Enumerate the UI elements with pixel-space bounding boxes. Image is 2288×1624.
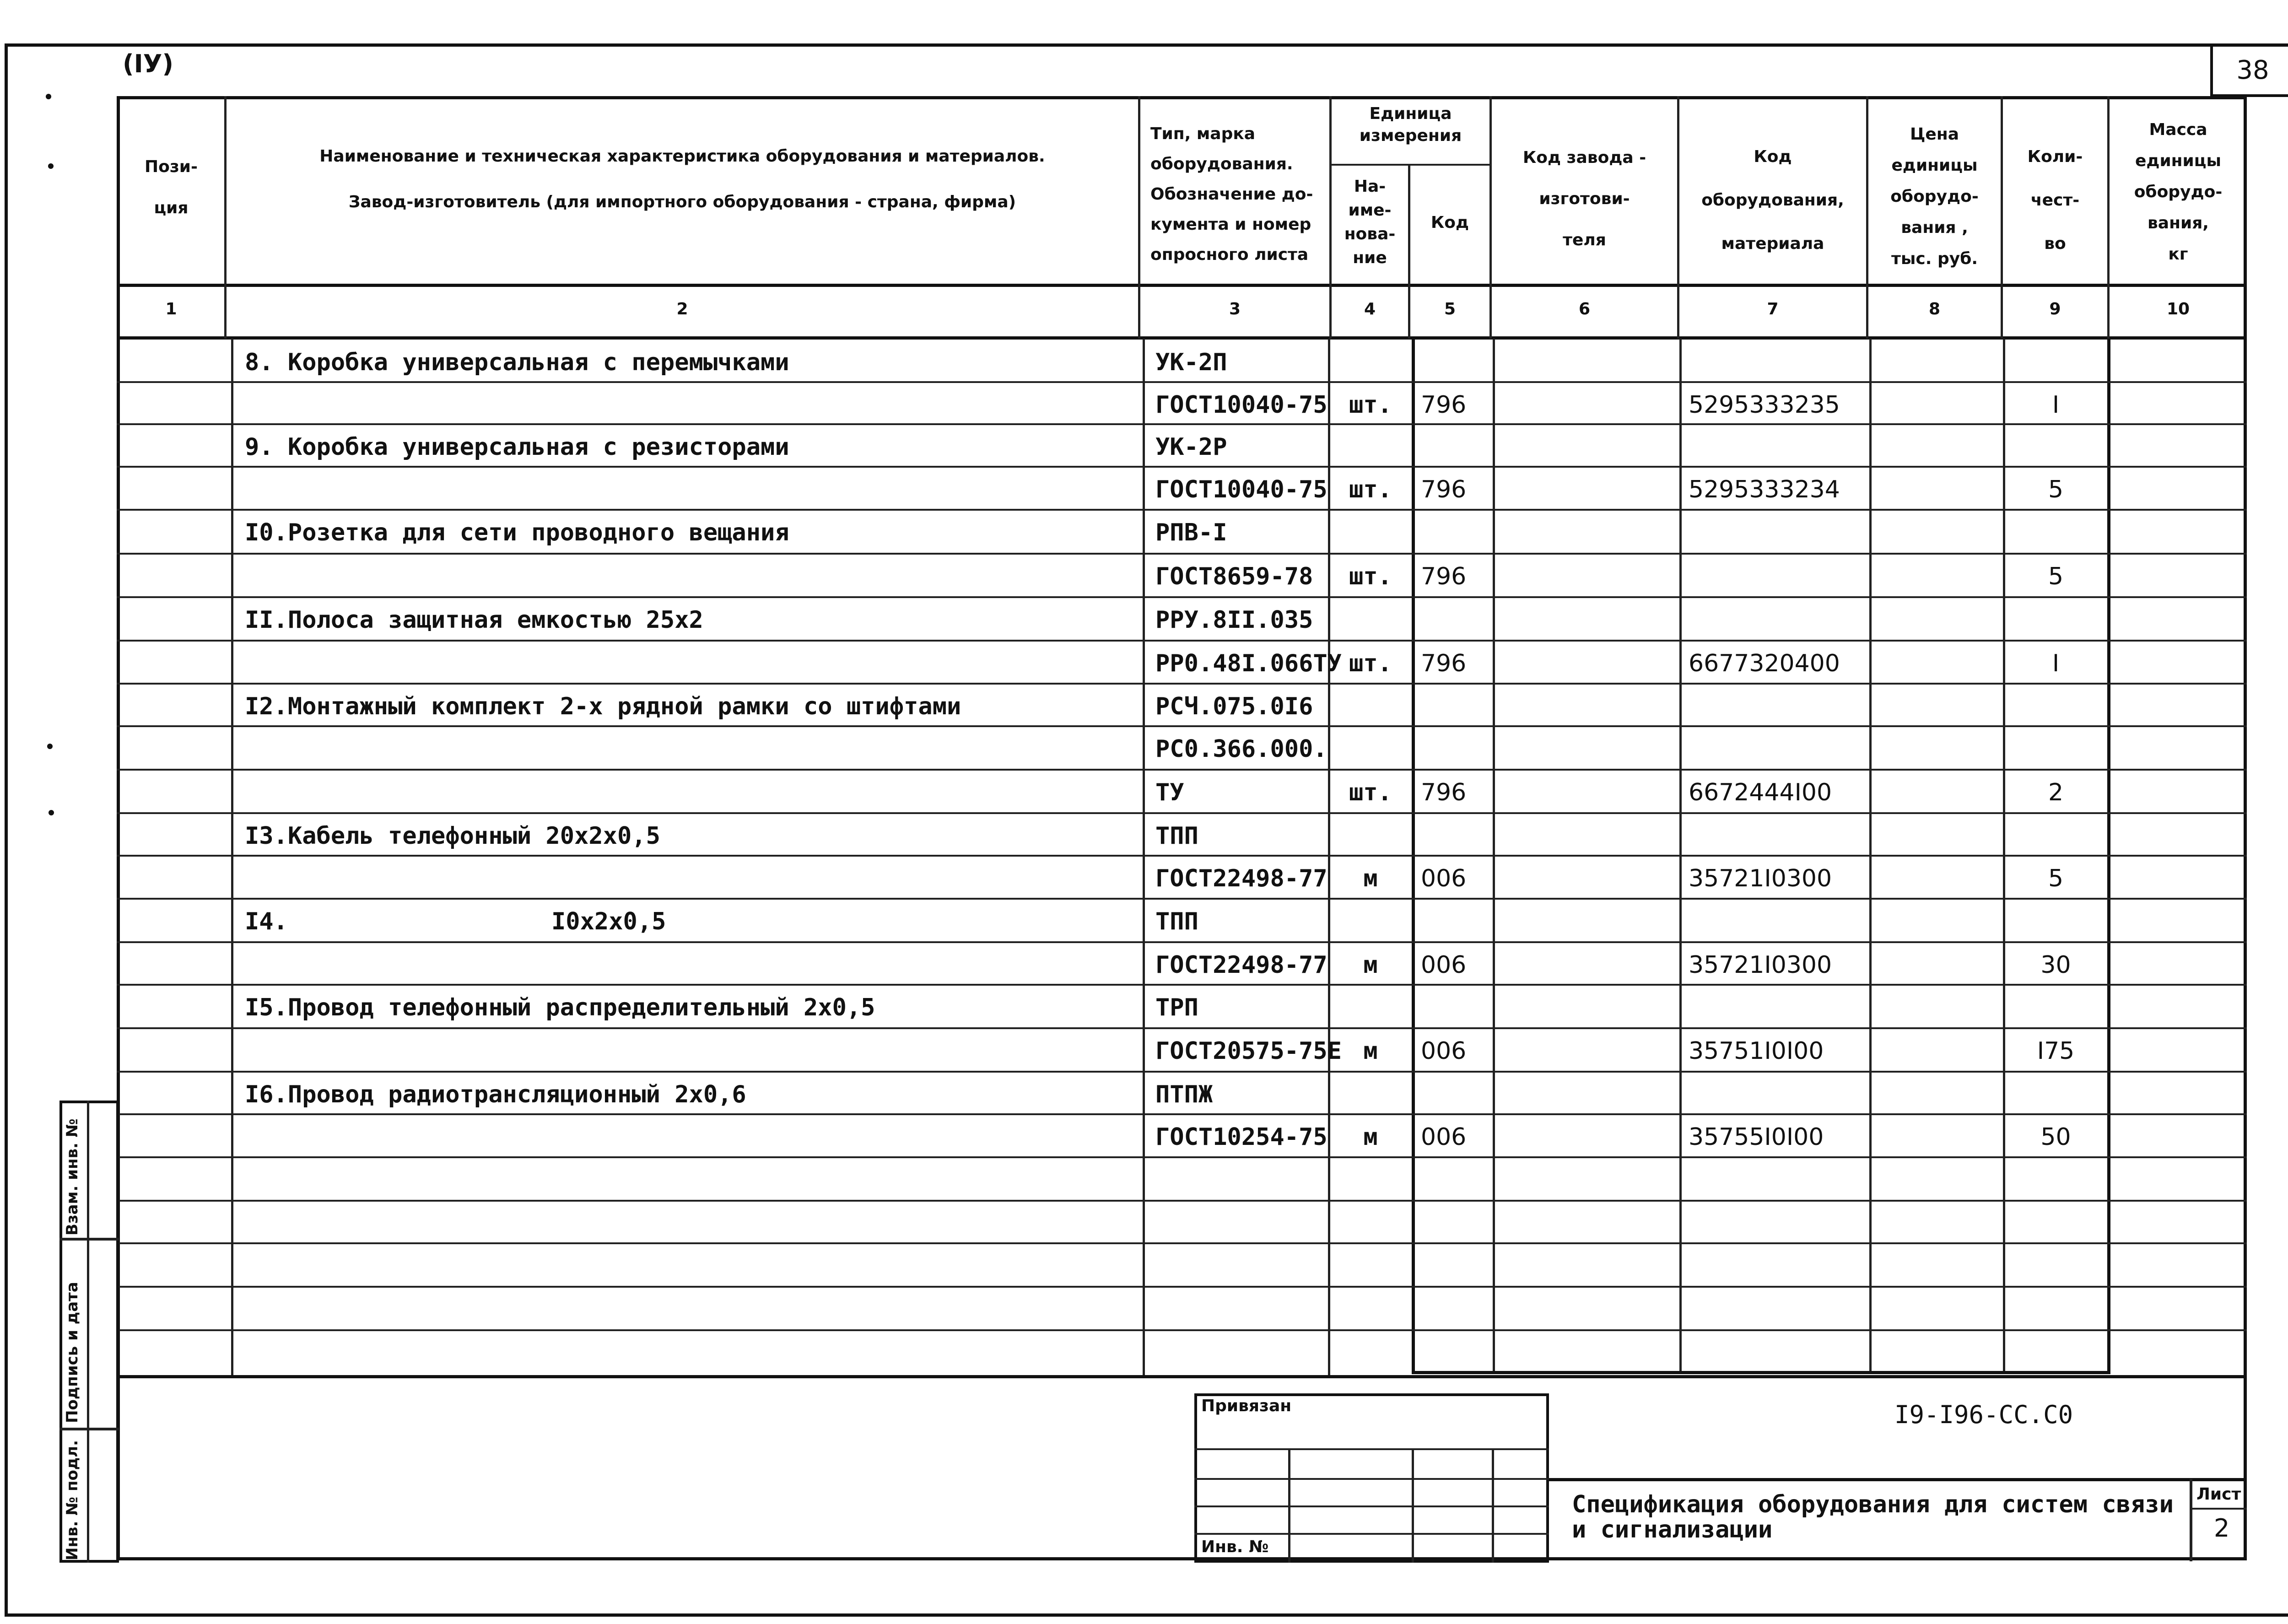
corner-label: (IУ) (123, 49, 174, 78)
item-type: ГОСТ10040-75 (1155, 391, 1327, 419)
item-equipment-code: 6677320400 (1689, 650, 1840, 677)
item-type: ТПП (1155, 908, 1198, 935)
colnum-2: 2 (676, 300, 688, 318)
row-line (117, 769, 2247, 771)
item-unit-code: 796 (1421, 563, 1467, 590)
sheet-box-line (2190, 1508, 2247, 1510)
sheet-label: Лист (2196, 1485, 2241, 1504)
item-name: II.Полоса защитная емкостью 25х2 (245, 606, 703, 634)
row-line (117, 984, 2247, 986)
item-name: I6.Провод радиотрансляционный 2х0,6 (245, 1081, 746, 1108)
item-equipment-code: 35755I0I00 (1689, 1123, 1824, 1151)
row-line (117, 596, 2247, 598)
row-line (117, 725, 2247, 727)
item-quantity: 30 (2040, 951, 2071, 979)
row-line (117, 898, 2247, 900)
header-bottom-line (117, 284, 2247, 287)
header-position: Пози- ция (145, 157, 198, 217)
row-line (117, 1071, 2247, 1073)
item-quantity: 2 (2048, 779, 2064, 806)
body-bottom-line (1412, 1371, 2110, 1374)
item-type: ГОСТ22498-77 (1155, 951, 1327, 979)
item-type: ГОСТ10040-75 (1155, 476, 1327, 503)
sheet-number: 2 (2214, 1514, 2230, 1543)
item-unit-code: 006 (1421, 865, 1467, 892)
item-type: ГОСТ10254-75 (1155, 1123, 1327, 1151)
row-line (117, 812, 2247, 814)
item-equipment-code: 35751I0I00 (1689, 1037, 1824, 1065)
header-name-line2: Завод-изготовитель (для импортного оборудования - страна, фирма) (348, 193, 1016, 211)
item-type: ГОСТ20575-75Е (1155, 1037, 1342, 1065)
item-unit: шт. (1349, 779, 1392, 806)
colnum-5: 5 (1444, 300, 1456, 318)
item-equipment-code: 35721I0300 (1689, 951, 1832, 979)
header-mass: Масса единицы оборудо- вания, кг (2134, 120, 2223, 264)
item-equipment-code: 6672444I00 (1689, 779, 1832, 806)
item-unit: шт. (1349, 563, 1392, 590)
item-type: РПВ-I (1155, 519, 1227, 546)
item-unit-code: 006 (1421, 1037, 1467, 1065)
stamp-line (1194, 1505, 1549, 1507)
item-name: 8. Коробка универсальная с перемычками (245, 349, 789, 376)
margin-dot (47, 744, 53, 749)
colnum-10: 10 (2166, 300, 2190, 318)
item-quantity: 5 (2048, 865, 2064, 892)
row-line (117, 1156, 2247, 1158)
header-name-line1: Наименование и техническая характеристика оборудования и материалов. (319, 147, 1045, 166)
document-title-line2: и сигнализации (1572, 1516, 1773, 1543)
stamp-inv-label: Инв. № (1201, 1538, 1269, 1556)
row-line (117, 1329, 2247, 1331)
item-unit: шт. (1349, 391, 1392, 419)
item-type: ТУ (1155, 779, 1184, 806)
row-line (117, 683, 2247, 685)
table-bottom-line (117, 1375, 2247, 1378)
item-unit-code: 006 (1421, 1123, 1467, 1151)
item-equipment-code: 5295333235 (1689, 391, 1840, 419)
document-code: I9-I96-СС.С0 (1894, 1400, 2073, 1429)
row-line (117, 1286, 2247, 1288)
stamp-line (1412, 1448, 1414, 1563)
header-quantity: Коли- чест- во (2027, 147, 2083, 253)
item-type: РС0.366.000. (1155, 735, 1327, 763)
header-equipment-code: Код оборудования, материала (1701, 147, 1844, 253)
item-name: I4. (245, 908, 288, 935)
item-name: I3.Кабель телефонный 20х2х0,5 (245, 822, 660, 850)
margin-dot (48, 163, 54, 169)
side-strip-line (59, 1428, 119, 1430)
colnum-6: 6 (1578, 300, 1591, 318)
margin-dot (46, 94, 51, 99)
row-line (117, 1113, 2247, 1115)
item-quantity: 5 (2048, 563, 2064, 590)
body-col-line (1143, 339, 1145, 1377)
header-unit-name: На- име- нова- ние (1344, 177, 1396, 267)
row-line (117, 855, 2247, 857)
row-line (117, 509, 2247, 511)
colnum-9: 9 (2049, 300, 2061, 318)
item-unit: шт. (1349, 476, 1392, 503)
item-unit: м (1363, 1037, 1378, 1065)
item-quantity: I (2052, 650, 2060, 677)
row-line (117, 640, 2247, 642)
row-line (117, 381, 2247, 383)
stamp-privyazan-label: Привязан (1201, 1397, 1292, 1415)
item-unit-code: 796 (1421, 779, 1467, 806)
stamp-line (1194, 1533, 1549, 1535)
item-unit-code: 006 (1421, 951, 1467, 979)
side-strip-line (59, 1238, 119, 1241)
item-name-extra: I0х2х0,5 (551, 908, 666, 935)
header-type: Тип, марка оборудования. Обозначение до- кумента и номер опросного листа (1150, 124, 1313, 264)
header-unit-group: Единица измерения (1359, 104, 1462, 145)
header-price: Цена единицы оборудо- вания , тыс. руб. (1890, 125, 1979, 268)
item-type: РСЧ.075.0I6 (1155, 693, 1313, 720)
item-name: 9. Коробка универсальная с резисторами (245, 433, 789, 461)
margin-dot (49, 810, 54, 815)
item-type: УК-2П (1155, 349, 1227, 376)
item-unit: шт. (1349, 650, 1392, 677)
stamp-title-line (1549, 1478, 2247, 1481)
stamp-line (1194, 1478, 1549, 1480)
page-number: 38 (2210, 46, 2288, 97)
item-quantity: I75 (2037, 1037, 2075, 1065)
side-label-signature-date: Подпись и дата (63, 1282, 81, 1423)
row-line (117, 941, 2247, 943)
colnum-7: 7 (1767, 300, 1779, 318)
row-line (117, 466, 2247, 468)
item-unit-code: 796 (1421, 650, 1467, 677)
row-line (117, 1027, 2247, 1029)
item-quantity: 50 (2040, 1123, 2071, 1151)
item-type: ПТПЖ (1155, 1081, 1213, 1108)
row-line (117, 1200, 2247, 1202)
row-line (117, 1242, 2247, 1244)
item-type: ТПП (1155, 822, 1198, 850)
document-title-line1: Спецификация оборудования для систем связи (1572, 1491, 2174, 1518)
header-unit-code: Код (1430, 213, 1469, 232)
header-factory-code: Код завода - изготови- теля (1522, 148, 1646, 249)
sheet-box-line (2190, 1479, 2192, 1561)
colnum-3: 3 (1229, 300, 1241, 318)
colnum-8: 8 (1928, 300, 1941, 318)
item-quantity: 5 (2048, 476, 2064, 503)
item-unit: м (1363, 951, 1378, 979)
body-col-line (231, 339, 233, 1377)
item-type: УК-2Р (1155, 433, 1227, 461)
item-name: I0.Розетка для сети проводного вещания (245, 519, 789, 546)
colnum-4: 4 (1364, 300, 1376, 318)
item-type: ТРП (1155, 994, 1198, 1021)
item-type: ГОСТ22498-77 (1155, 865, 1327, 892)
item-name: I5.Провод телефонный распределительный 2х0,5 (245, 994, 875, 1021)
stamp-line (1492, 1448, 1494, 1563)
stamp-line (1288, 1448, 1290, 1563)
side-strip-line (87, 1101, 89, 1563)
side-label-replaced-inv: Взам. инв. № (63, 1118, 81, 1236)
item-unit-code: 796 (1421, 391, 1467, 419)
row-line (117, 553, 2247, 555)
colnum-1: 1 (165, 300, 177, 318)
item-quantity: I (2052, 391, 2060, 419)
row-line (117, 423, 2247, 425)
item-equipment-code: 5295333234 (1689, 476, 1840, 503)
item-type: ГОСТ8659-78 (1155, 563, 1313, 590)
colnum-bottom-line (117, 336, 2247, 340)
side-label-original-inv: Инв. № подл. (63, 1440, 81, 1560)
item-unit: м (1363, 1123, 1378, 1151)
item-equipment-code: 35721I0300 (1689, 865, 1832, 892)
item-type: РРУ.8II.035 (1155, 606, 1313, 634)
item-unit-code: 796 (1421, 476, 1467, 503)
item-unit: м (1363, 865, 1378, 892)
item-name: I2.Монтажный комплект 2-х рядной рамки со штифтами (245, 693, 961, 720)
stamp-line (1194, 1448, 1549, 1450)
item-type: РР0.48I.066ТУ (1155, 650, 1342, 677)
